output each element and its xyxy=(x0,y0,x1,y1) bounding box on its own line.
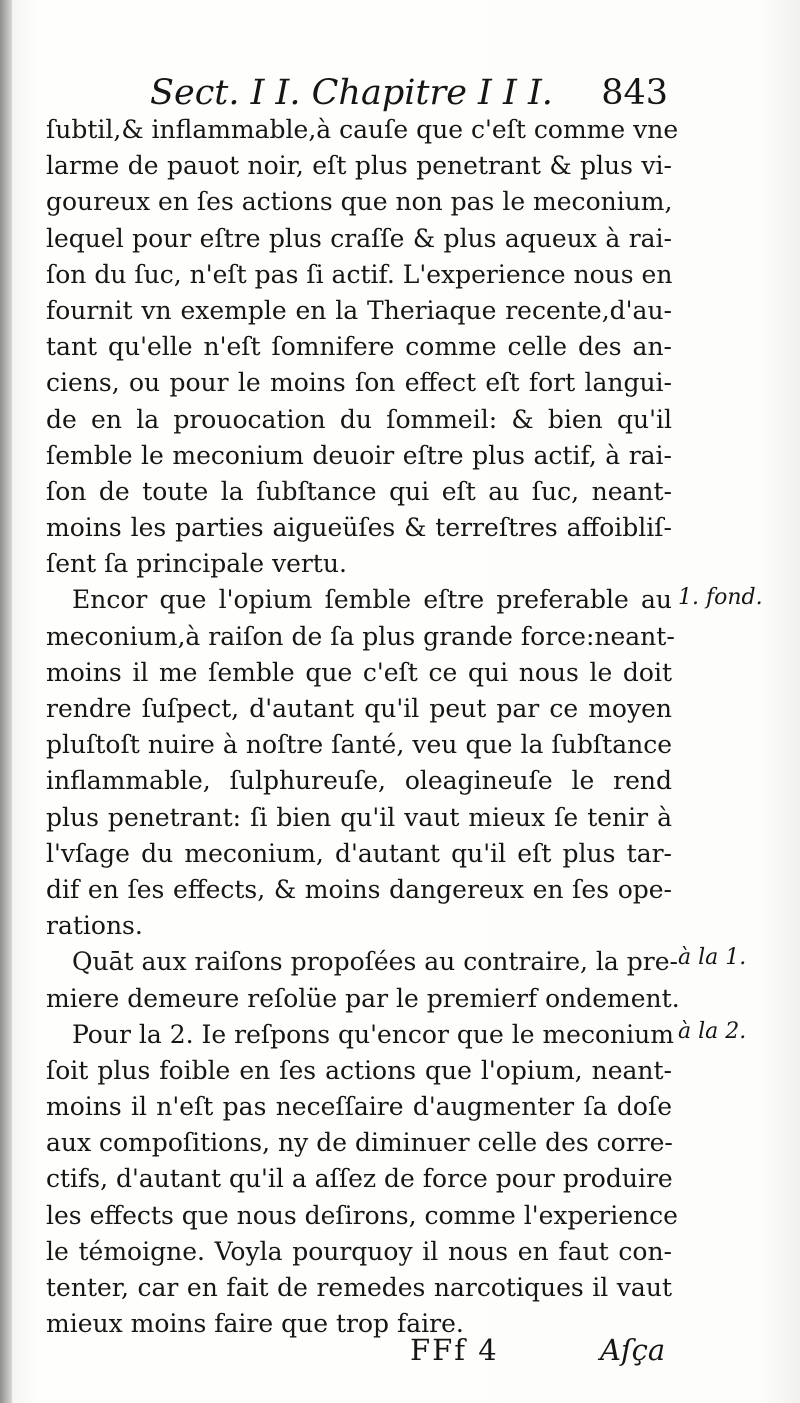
text-line: larme de pauot noir, eſt plus penetrant & plus vi- xyxy=(46,151,672,181)
text-line: ciens, ou pour le moins ſon effect eſt fort langui- xyxy=(46,368,672,398)
text-line: plus penetrant: ſi bien qu'il vaut mieux ſe tenir à xyxy=(46,802,672,832)
text-line: mieux moins faire que trop faire. xyxy=(46,1309,464,1339)
page-number: 843 xyxy=(601,73,668,113)
text-line: ſent ſa principale vertu. xyxy=(46,549,347,579)
text-line: miere demeure reſolüe par le premierf ondement. xyxy=(46,983,680,1013)
signature-mark: FFf 4 xyxy=(410,1333,499,1367)
text-line: ſemble le meconium deuoir eſtre plus actif, à rai- xyxy=(46,440,672,470)
text-line: aux compoſitions, ny de diminuer celle des corre- xyxy=(46,1128,673,1158)
text-line: ſoit plus foible en ſes actions que l'opium, neant- xyxy=(46,1055,672,1085)
margin-note: 1. fond. xyxy=(678,585,763,610)
text-line: inflammable, ſulphureuſe, oleagineuſe le rend xyxy=(46,766,672,796)
text-line: fournit vn exemple en la Theriaque recente,d'au- xyxy=(46,295,672,325)
text-line: ſon du ſuc, n'eſt pas ſi actif. L'experience nous en xyxy=(46,259,673,289)
main-text xyxy=(46,112,680,1342)
text-line: Pour la 2. Ie reſpons qu'encor que le meconium xyxy=(72,1019,674,1049)
text-line: meconium,à raiſon de ſa plus grande force:neant- xyxy=(46,621,675,651)
catchword: Aſça xyxy=(600,1333,666,1367)
text-line: l'vſage du meconium, d'autant qu'il eſt plus tar- xyxy=(46,838,672,868)
text-line: moins les parties aigueüſes & terreſtres affoibliſ- xyxy=(46,513,672,543)
text-line: ſon de toute la ſubſtance qui eſt au ſuc, neant- xyxy=(46,476,672,506)
running-head: Sect. I I. Chapitre I I I. xyxy=(150,73,553,113)
text-line: rations. xyxy=(46,911,143,941)
text-line: tant qu'elle n'eſt ſomnifere comme celle des an- xyxy=(46,332,672,362)
text-line: tenter, car en fait de remedes narcotiques il vaut xyxy=(46,1273,672,1302)
text-line: ctifs, d'autant qu'il a aſſez de force pour produire xyxy=(46,1164,673,1194)
text-line: lequel pour eſtre plus craſſe & plus aqueux à rai- xyxy=(46,223,672,253)
page-gutter-shadow xyxy=(0,0,12,1403)
text-line: moins il n'eſt pas neceſſaire d'augmenter ſa doſe xyxy=(46,1092,672,1122)
text-line: le témoigne. Voyla pourquoy il nous en faut con- xyxy=(46,1236,672,1266)
text-line: de en la prouocation du ſommeil: & bien qu'il xyxy=(46,404,672,434)
text-line: Quāt aux raiſons propoſées au contraire, la pre- xyxy=(72,947,678,977)
text-line: moins il me ſemble que c'eſt ce qui nous le doit xyxy=(46,657,672,687)
text-line: rendre ſuſpect, d'autant qu'il peut par ce moyen xyxy=(46,694,672,723)
text-line: Encor que l'opium ſemble eſtre preferable au xyxy=(72,585,672,615)
margin-note: à la 1. xyxy=(678,945,747,970)
text-line: goureux en ſes actions que non pas le meconium, xyxy=(46,187,673,217)
text-line: pluſtoſt nuire à noſtre ſanté, veu que la ſubſtance xyxy=(46,730,672,760)
text-line: ſubtil,& inflammable,à cauſe que c'eſt comme vne xyxy=(46,115,679,144)
text-line: les effects que nous deſirons, comme l'experience xyxy=(46,1200,678,1230)
text-line: dif en ſes effects, & moins dangereux en ſes ope- xyxy=(46,874,672,904)
margin-note: à la 2. xyxy=(678,1019,747,1044)
